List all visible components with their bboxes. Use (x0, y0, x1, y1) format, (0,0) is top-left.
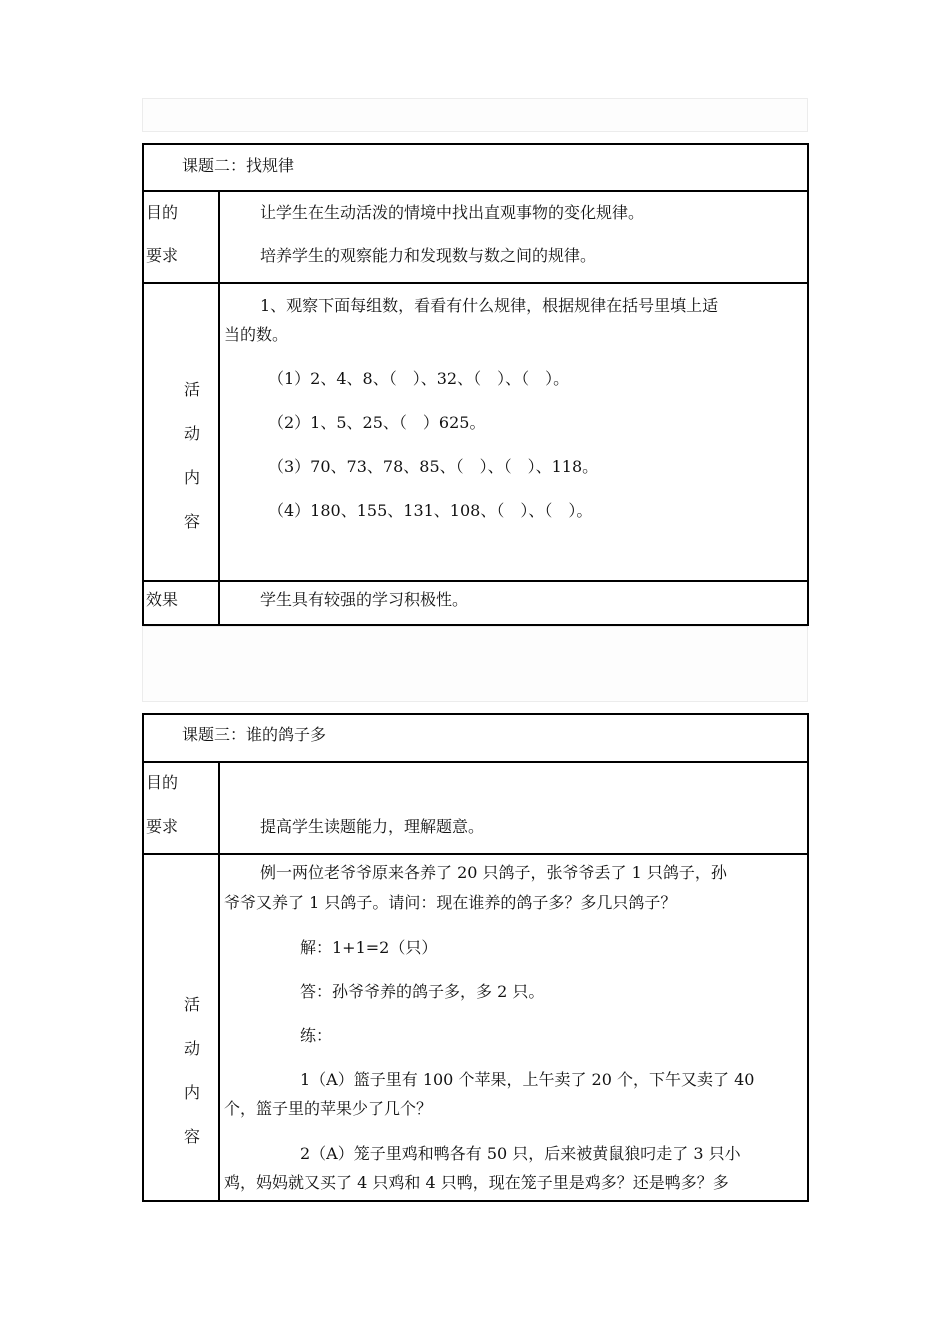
topic3-table (142, 713, 809, 1202)
topic3-goal-line-1: 提高学生读题能力，理解题意。 (260, 817, 485, 836)
topic2-goal-content (222, 192, 807, 282)
topic2-goal-line-2: 培养学生的观察能力和发现数与数之间的规律。 (260, 246, 597, 265)
topic3-goal-row (144, 761, 807, 853)
topic2-activity-content (222, 284, 807, 580)
goal-label: 目的 (146, 203, 179, 222)
topic2-effect-label-cell (144, 582, 220, 624)
topic3-goal-content (222, 763, 807, 853)
effect-text: 学生具有较强的学习积极性。 (260, 590, 469, 609)
content-line: 例一两位老爷爷原来各养了 20 只鸽子，张爷爷丢了 1 只鸽子，孙 (260, 863, 727, 882)
goal-label: 目的 (146, 773, 179, 792)
activity-label-char: 容 (184, 512, 201, 531)
activity-label-char: 动 (184, 1039, 201, 1058)
content-line: 答：孙爷爷养的鸽子多，多 2 只。 (300, 982, 545, 1001)
content-line: 当的数。 (224, 325, 289, 344)
content-line: 爷爷又养了 1 只鸽子。请问：现在谁养的鸽子多？多几只鸽子？ (224, 893, 677, 912)
content-line: （1）2、4、8、（ ）、32、（ ）、（ ）。 (268, 369, 570, 388)
topic3-activity-row (144, 853, 807, 1200)
activity-label-char: 容 (184, 1127, 201, 1146)
topic2-goal-label-cell (144, 192, 220, 282)
activity-label-char: 动 (184, 424, 201, 443)
content-line: 鸡，妈妈就又买了 4 只鸡和 4 只鸭，现在笼子里是鸡多？还是鸭多？多 (224, 1173, 729, 1192)
activity-label-char: 内 (184, 468, 201, 487)
topic2-activity-row (144, 282, 807, 580)
topic2-title: 课题二：找规律 (182, 156, 295, 175)
content-line: 练： (300, 1026, 333, 1045)
topic3-activity-content (222, 855, 807, 1200)
topic2-effect-row (144, 580, 807, 624)
topic2-goal-line-1: 让学生在生动活泼的情境中找出直观事物的变化规律。 (260, 203, 645, 222)
content-line: （2）1、5、25、（ ）625。 (268, 413, 486, 432)
content-line: （4）180、155、131、108、（ ）、（ ）。 (268, 501, 593, 520)
topic2-activity-label-cell (144, 284, 220, 580)
topic2-table (142, 143, 809, 626)
effect-label: 效果 (146, 590, 179, 609)
content-line: 个，篮子里的苹果少了几个？ (224, 1099, 433, 1118)
content-line: （3）70、73、78、85、（ ）、（ ）、118。 (268, 457, 599, 476)
activity-label-char: 活 (184, 995, 201, 1014)
topic2-title-row (144, 145, 807, 190)
topic3-title-row (144, 715, 807, 761)
requirement-label: 要求 (146, 246, 179, 265)
content-line: 2（A）笼子里鸡和鸭各有 50 只，后来被黄鼠狼叼走了 3 只小 (300, 1144, 741, 1163)
content-line: 1（A）篮子里有 100 个苹果，上午卖了 20 个，下午又卖了 40 (300, 1070, 755, 1089)
topic2-goal-row (144, 190, 807, 282)
content-line: 解：1+1=2（只） (300, 938, 438, 957)
activity-label-char: 内 (184, 1083, 201, 1102)
topic3-goal-label-cell (144, 763, 220, 853)
topic3-activity-label-cell (144, 855, 220, 1200)
content-line: 1、观察下面每组数，看看有什么规律，根据规律在括号里填上适 (260, 296, 719, 315)
requirement-label: 要求 (146, 817, 179, 836)
topic2-effect-content (222, 582, 807, 624)
spacer-middle (142, 626, 808, 702)
activity-label-char: 活 (184, 380, 201, 399)
spacer-top (142, 98, 808, 132)
topic3-title: 课题三：谁的鸽子多 (182, 725, 327, 744)
